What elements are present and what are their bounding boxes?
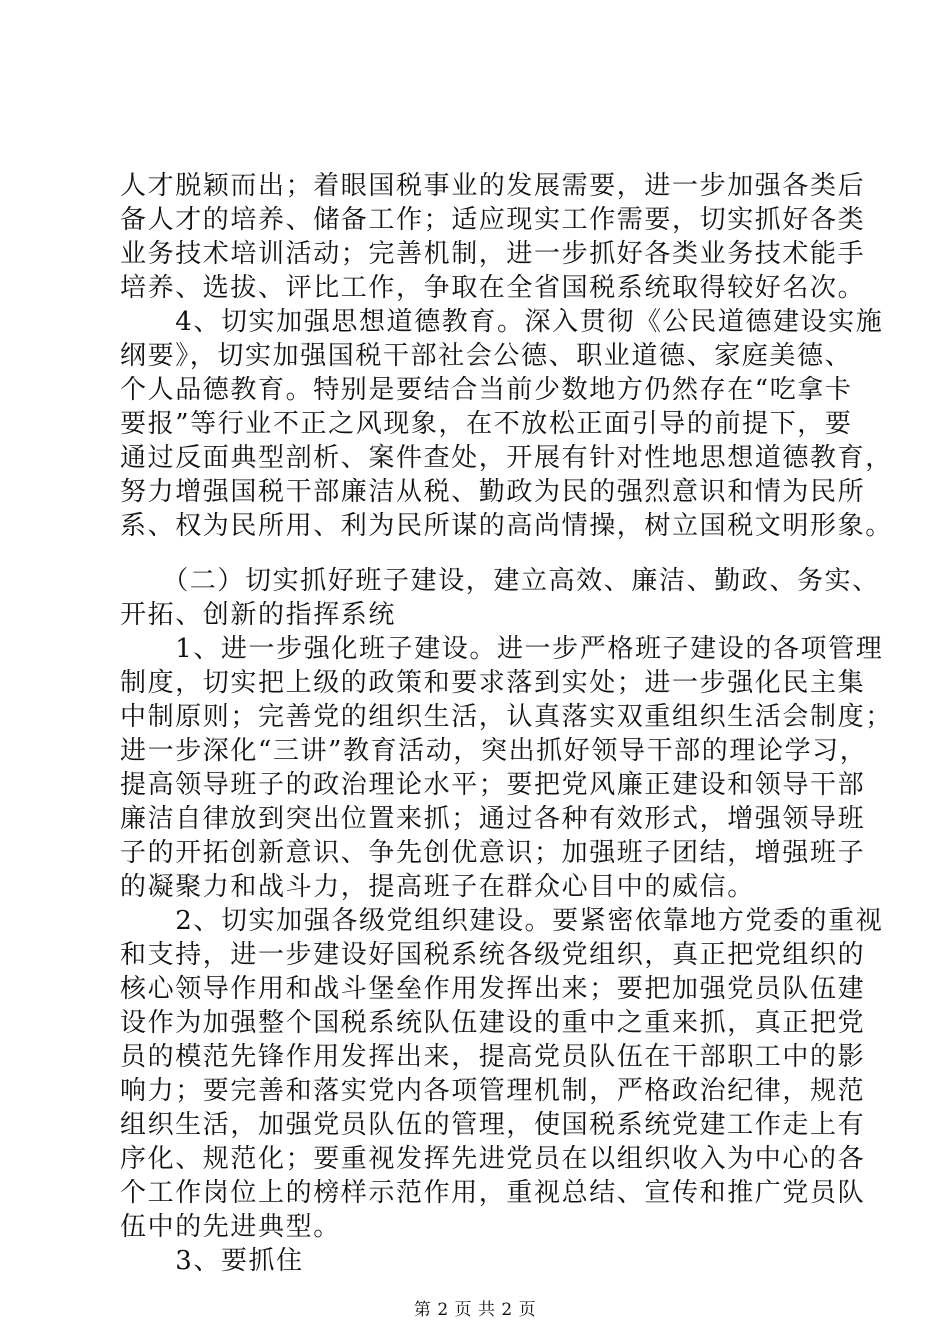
text-line: 4、切实加强思想道德教育。深入贯彻《公民道德建设实施 [120, 307, 884, 337]
text-line: 1、进一步强化班子建设。进一步严格班子建设的各项管理 [120, 634, 884, 664]
text-line: 系、权为民所用、利为民所谋的高尚情操，树立国税文明形象。 [120, 511, 893, 541]
text-line: 提高领导班子的政治理论水平；要把党风廉正建设和领导干部 [120, 770, 866, 800]
text-line: 的凝聚力和战斗力，提高班子在群众心目中的威信。 [120, 872, 755, 902]
text-line: 核心领导作用和战斗堡垒作用发挥出来；要把加强党员队伍建 [120, 974, 866, 1004]
text-line: 响力；要完善和落实党内各项管理机制，严格政治纪律，规范 [120, 1076, 866, 1106]
text-line: 制度，切实把上级的政策和要求落到实处；进一步强化民主集 [120, 668, 866, 698]
text-line: 组织生活，加强党员队伍的管理，使国税系统党建工作走上有 [120, 1110, 866, 1140]
text-line: 3、要抓住 [120, 1246, 304, 1276]
text-line: 要报”等行业不正之风现象，在不放松正面引导的前提下，要 [120, 409, 853, 439]
text-line: 廉洁自律放到突出位置来抓；通过各种有效形式，增强领导班 [120, 804, 866, 834]
text-line: 和支持，进一步建设好国税系统各级党组织，真正把党组织的 [120, 940, 866, 970]
text-line: 进一步深化“三讲”教育活动，突出抓好领导干部的理论学习， [120, 736, 868, 766]
text-line: 2、切实加强各级党组织建设。要紧密依靠地方党委的重视 [120, 906, 884, 936]
text-line: 个工作岗位上的榜样示范作用，重视总结、宣传和推广党员队 [120, 1178, 866, 1208]
text-line: 努力增强国税干部廉洁从税、勤政为民的强烈意识和情为民所 [120, 477, 866, 507]
text-line: 伍中的先进典型。 [120, 1212, 341, 1242]
text-line: 子的开拓创新意识、争先创优意识；加强班子团结，增强班子 [120, 838, 866, 868]
text-line: 序化、规范化；要重视发挥先进党员在以组织收入为中心的各 [120, 1144, 866, 1174]
section-heading-line: （二）切实抓好班子建设，建立高效、廉洁、勤政、务实、 [120, 566, 880, 596]
text-line: 培养、选拔、评比工作，争取在全省国税系统取得较好名次。 [120, 273, 866, 303]
page-number-footer: 第 2 页 共 2 页 [413, 1300, 537, 1320]
text-line: 员的模范先锋作用发挥出来，提高党员队伍在干部职工中的影 [120, 1042, 866, 1072]
text-line: 备人才的培养、储备工作；适应现实工作需要，切实抓好各类 [120, 205, 866, 235]
section-heading-line: 开拓、创新的指挥系统 [120, 600, 397, 630]
text-line: 通过反面典型剖析、案件查处，开展有针对性地思想道德教育， [120, 443, 893, 473]
text-line: 人才脱颖而出；着眼国税事业的发展需要，进一步加强各类后 [120, 171, 866, 201]
text-line: 业务技术培训活动；完善机制，进一步抓好各类业务技术能手 [120, 239, 866, 269]
text-line: 中制原则；完善党的组织生活，认真落实双重组织生活会制度； [120, 702, 893, 732]
text-line: 个人品德教育。特别是要结合当前少数地方仍然存在“吃拿卡 [120, 375, 853, 405]
text-line: 纲要》，切实加强国税干部社会公德、职业道德、家庭美德、 [120, 341, 853, 371]
text-line: 设作为加强整个国税系统队伍建设的重中之重来抓，真正把党 [120, 1008, 866, 1038]
